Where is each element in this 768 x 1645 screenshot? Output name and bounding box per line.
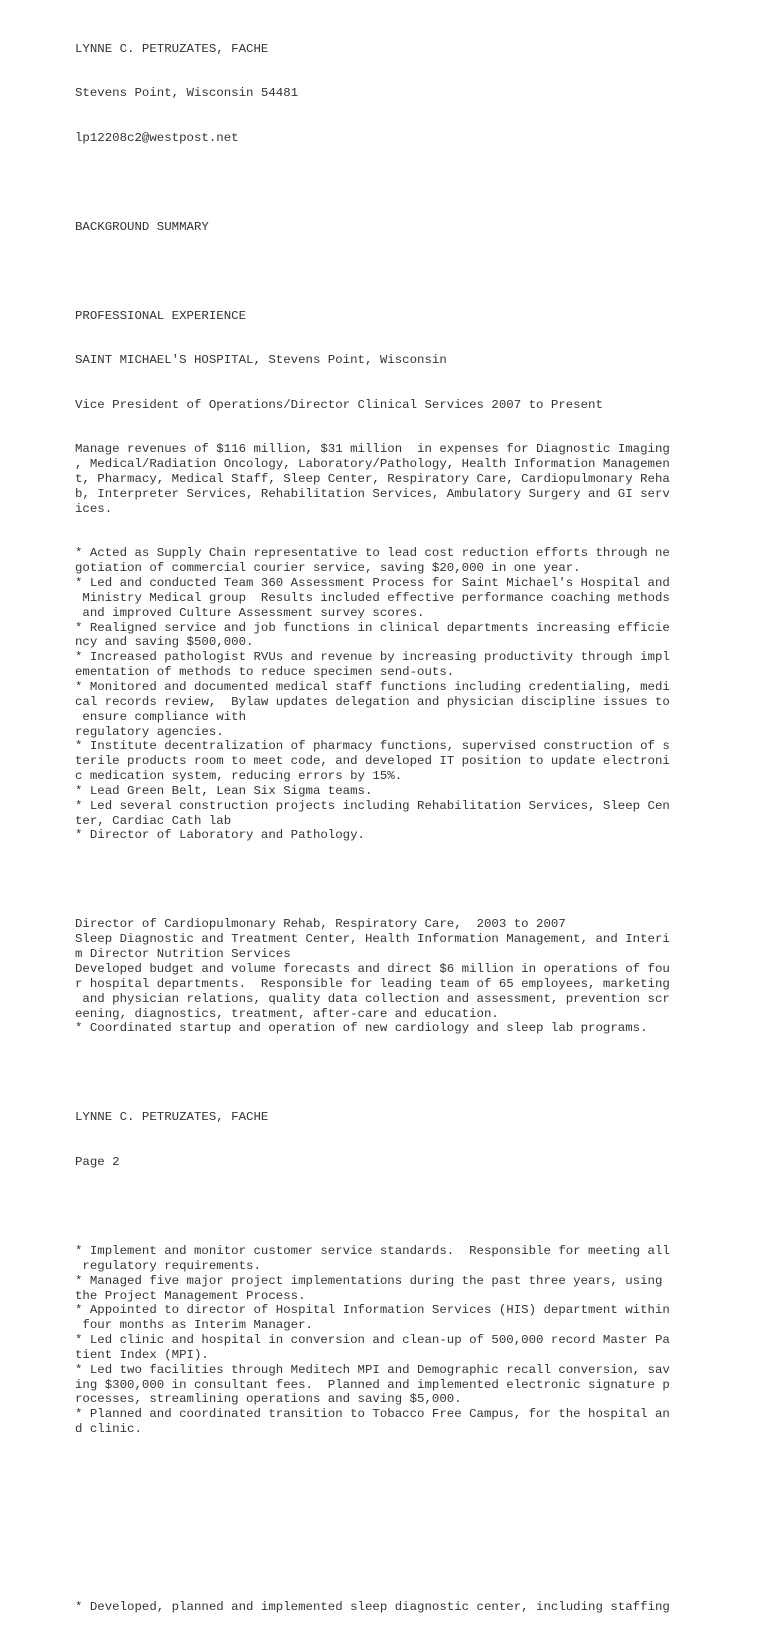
page2-bullets (75, 1244, 695, 1437)
last-bullet-line: * Developed, planned and implemented sleep diagnostic center, including staffing (75, 1600, 670, 1615)
text-line: ing $300,000 in consultant fees. Planned and implemented electronic signature p (75, 1377, 670, 1392)
resume-text (75, 12, 695, 1645)
text-line: four months as Interim Manager. (75, 1318, 313, 1333)
text-line: * Institute decentralization of pharmacy functions, supervised construction of s (75, 739, 670, 754)
text-line: * Coordinated startup and operation of new cardiology and sleep lab programs. (75, 1021, 648, 1036)
text-line: t, Pharmacy, Medical Staff, Sleep Center, Respiratory Care, Cardiopulmonary Reha (75, 472, 670, 487)
text-line: tient Index (MPI). (75, 1347, 209, 1362)
spacer (75, 264, 695, 279)
text-line: regulatory agencies. (75, 724, 224, 739)
text-line: Sleep Diagnostic and Treatment Center, Health Information Management, and Interi (75, 932, 670, 947)
text-line: , Medical/Radiation Oncology, Laboratory/Pathology, Health Information Managemen (75, 457, 670, 472)
text-line: and improved Culture Assessment survey scores. (75, 605, 425, 620)
section-heading-experience: PROFESSIONAL EXPERIENCE (75, 308, 247, 323)
text-line: Director of Cardiopulmonary Rehab, Respiratory Care, 2003 to 2007 (75, 917, 566, 932)
text-line: rocesses, streamlining operations and saving $5,000. (75, 1392, 462, 1407)
text-line: * Realigned service and job functions in clinical departments increasing efficie (75, 620, 670, 635)
text-line: and physician relations, quality data collection and assessment, prevention scr (75, 991, 670, 1006)
candidate-email: lp12208c2@westpost.net (75, 130, 239, 145)
text-line: m Director Nutrition Services (75, 947, 291, 962)
page2-name: LYNNE C. PETRUZATES, FACHE (75, 1110, 269, 1125)
text-line: gotiation of commercial courier service, saving $20,000 in one year. (75, 561, 581, 576)
text-line: * Led clinic and hospital in conversion and clean-up of 500,000 record Master Pa (75, 1333, 670, 1348)
text-line: r hospital departments. Responsible for leading team of 65 employees, marketing (75, 976, 670, 991)
text-line: Manage revenues of $116 million, $31 million in expenses for Diagnostic Imaging (75, 442, 670, 457)
text-line: ncy and saving $500,000. (75, 635, 254, 650)
job2-section (75, 917, 695, 1036)
job1-bullets (75, 546, 695, 843)
text-line: * Implement and monitor customer service standards. Responsible for meeting all (75, 1244, 670, 1259)
job-title: Vice President of Operations/Director Clinical Services 2007 to Present (75, 397, 603, 412)
text-line: * Increased pathologist RVUs and revenue by increasing productivity through impl (75, 650, 670, 665)
text-line: c medication system, reducing errors by 15%. (75, 769, 403, 784)
text-line: * Led two facilities through Meditech MPI and Demographic recall conversion, sav (75, 1362, 670, 1377)
text-line: * Managed five major project implementations during the past three years, using (75, 1273, 663, 1288)
text-line: * Lead Green Belt, Lean Six Sigma teams. (75, 783, 373, 798)
section-heading-background: BACKGROUND SUMMARY (75, 219, 209, 234)
text-line: ementation of methods to reduce specimen send-outs. (75, 665, 455, 680)
text-line: terile products room to meet code, and developed IT position to update electroni (75, 754, 670, 769)
page-number: Page 2 (75, 1154, 120, 1169)
text-line: b, Interpreter Services, Rehabilitation Services, Ambulatory Surgery and GI serv (75, 487, 670, 501)
job1-summary (75, 442, 695, 516)
text-line: * Planned and coordinated transition to Tobacco Free Campus, for the hospital an (75, 1407, 670, 1422)
text-line: * Director of Laboratory and Pathology. (75, 828, 365, 843)
candidate-location: Stevens Point, Wisconsin 54481 (75, 86, 299, 101)
text-line: * Led several construction projects including Rehabilitation Services, Sleep Cen (75, 798, 670, 813)
text-line: * Led and conducted Team 360 Assessment Process for Saint Michael's Hospital and (75, 576, 670, 591)
text-line: Ministry Medical group Results included effective performance coaching methods (75, 590, 670, 605)
spacer (75, 1467, 695, 1571)
candidate-name: LYNNE C. PETRUZATES, FACHE (75, 41, 269, 56)
text-line: * Monitored and documented medical staff functions including credentialing, medi (75, 679, 670, 694)
text-line: Developed budget and volume forecasts and direct $6 million in operations of fou (75, 962, 670, 976)
text-line: ensure compliance with (75, 709, 247, 724)
spacer (75, 1200, 695, 1215)
text-line: cal records review, Bylaw updates delegation and physician discipline issues to (75, 694, 670, 709)
text-line: ter, Cardiac Cath lab (75, 813, 232, 828)
spacer (75, 1066, 695, 1081)
spacer (75, 175, 695, 190)
employer: SAINT MICHAEL'S HOSPITAL, Stevens Point, Wisconsin (75, 353, 447, 368)
text-line: eening, diagnostics, treatment, after-care and education. (75, 1006, 499, 1021)
text-line: d clinic. (75, 1422, 142, 1437)
text-line: the Project Management Process. (75, 1288, 306, 1303)
text-line: ices. (75, 501, 113, 516)
text-line: regulatory requirements. (75, 1258, 261, 1273)
text-line: * Acted as Supply Chain representative to lead cost reduction efforts through ne (75, 546, 670, 561)
spacer (75, 873, 695, 888)
text-line: * Appointed to director of Hospital Information Services (HIS) department within (75, 1303, 670, 1318)
